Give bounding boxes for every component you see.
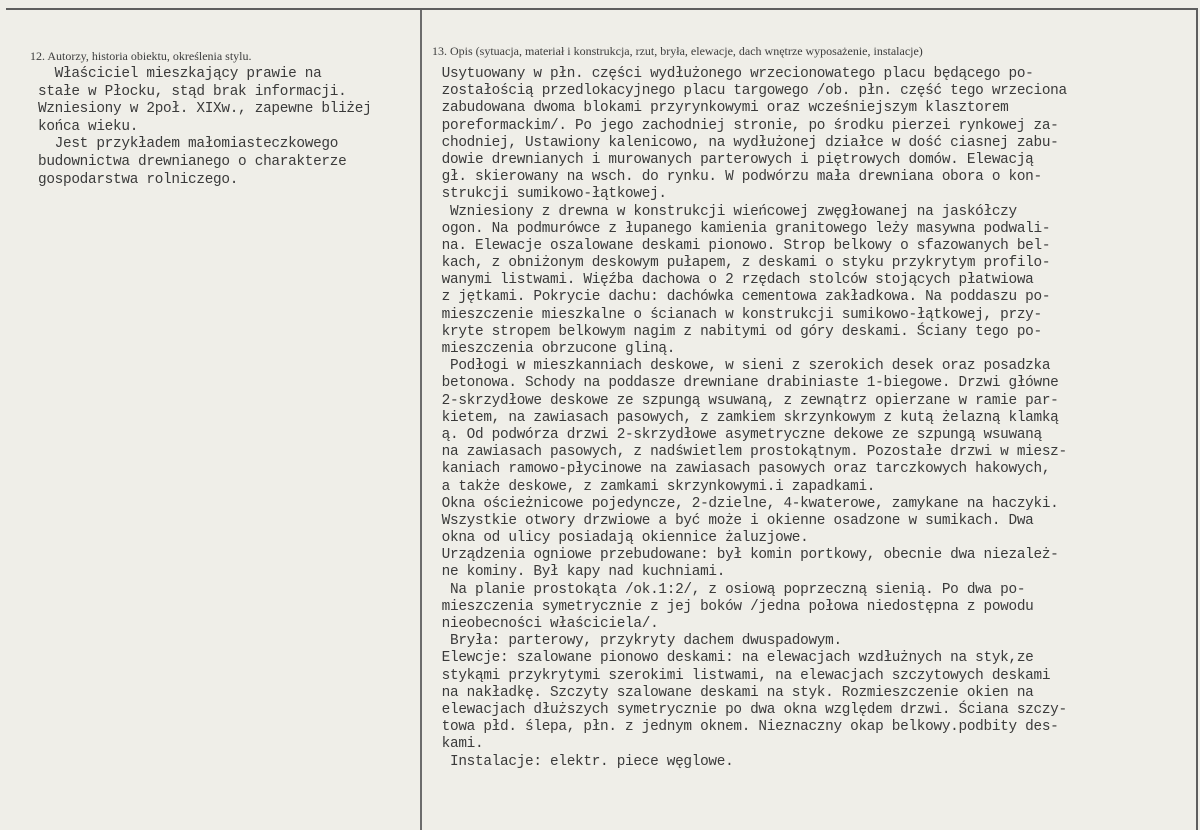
- text-line: dowie drewnianych i murowanych parterowych i piętrowych domów. Elewacją: [425, 151, 1034, 168]
- text-line: chodniej, Ustawiony kalenicowo, na wydłużonej działce w dość ciasnej zabu-: [425, 134, 1059, 151]
- text-line: Wszystkie otwory drzwiowe a być może i okienne osadzone w sumikach. Dwa: [425, 512, 1034, 529]
- text-line: Podłogi w mieszkanniach deskowe, w sieni z szerokich desek oraz posadzka: [425, 358, 1051, 375]
- text-line: Elewcje: szalowane pionowo deskami: na elewacjach wzdłużnych na styk,ze: [425, 650, 1034, 667]
- text-line: okna od ulicy posiadają okiennice żaluzjowe.: [425, 530, 809, 547]
- text-line: kryte stropem belkowym nagim z nabitymi od góry deskami. Ściany tego po-: [425, 323, 1042, 340]
- text-line: Na planie prostokąta /ok.1:2/, z osiową poprzeczną sienią. Po dwa po-: [425, 581, 1026, 598]
- section-12-header: 12. Autorzy, historia obiektu, określenia stylu.: [30, 49, 252, 63]
- text-line: kami.: [425, 736, 484, 753]
- text-line: poreformackim/. Po jego zachodniej stronie, po środku pierzei rynkowej za-: [425, 117, 1059, 134]
- section-13-header: 13. Opis (sytuacja, materiał i konstrukcja, rzut, bryła, elewacje, dach wnętrze wyposażenie, instalacje): [432, 44, 923, 58]
- text-line: kietem, na zawiasach pasowych, z zamkiem skrzynkowym z kutą żelazną klamką: [425, 409, 1059, 426]
- text-line: strukcji sumikowo-łątkowej.: [425, 186, 667, 203]
- text-line: betonowa. Schody na poddasze drewniane drabiniaste 1-biegowe. Drzwi główne: [425, 375, 1059, 392]
- text-line: mieszczenie mieszkalne o ścianach w konstrukcji sumikowo-łątkowej, przy-: [425, 306, 1042, 323]
- text-line: budownictwa drewnianego o charakterze: [38, 153, 347, 170]
- text-line: mieszczenia symetrycznie z jej boków /jedna połowa niedostępna z powodu: [425, 598, 1034, 615]
- text-line: na zawiasach pasowych, z nadświetlem prostokątnym. Pozostałe drzwi w miesz-: [425, 444, 1067, 461]
- text-line: nieobecności właściciela/.: [425, 616, 659, 632]
- text-line: a także deskowe, z zamkami skrzynkowymi.i zapadkami.: [425, 478, 876, 495]
- text-line: Instalacje: elektr. piece węglowe.: [425, 753, 734, 770]
- text-line: towa płd. ślepa, płn. z jednym oknem. Nieznaczny okap belkowy.podbity des-: [425, 719, 1059, 736]
- text-line: Bryła: parterowy, przykryty dachem dwuspadowym.: [425, 633, 842, 650]
- text-line: 2-skrzydłowe deskowe ze szpungą wsuwaną, z zewnątrz opierzane w ramie par-: [425, 392, 1059, 409]
- text-line: Okna ościeżnicowe pojedyncze, 2-dzielne, 4-kwaterowe, zamykane na haczyki.: [425, 495, 1059, 512]
- text-line: Wzniesiony w 2poł. XIXw., zapewne bliżej: [38, 101, 372, 118]
- text-line: Urządzenia ogniowe przebudowane: był komin portkowy, obecnie dwa niezależ-: [425, 547, 1059, 564]
- right-column-text: [425, 66, 1185, 771]
- text-line: ą. Od podwórza drzwi 2-skrzydłowe asymetryczne dekowe ze szpungą wsuwaną: [425, 426, 1042, 443]
- text-line: zabudowana dwoma blokami przyrynkowymi oraz wcześniejszym klasztorem: [425, 100, 1009, 117]
- column-divider: [420, 10, 422, 830]
- text-line: na nakładkę. Szczyty szalowane deskami na styk. Rozmieszczenie okien na: [425, 684, 1034, 701]
- text-line: ogon. Na podmurówce z łupanego kamienia granitowego leży masywna podwali-: [425, 220, 1051, 237]
- text-line: Jest przykładem małomiasteczkowego: [38, 136, 339, 153]
- text-line: stałe w Płocku, stąd brak informacji.: [38, 83, 347, 100]
- text-line: Usytuowany w płn. części wydłużonego wrzecionowatego placu będącego po-: [425, 66, 1034, 82]
- text-line: Wzniesiony z drewna w konstrukcji wieńcowej zwęgłowanej na jaskółczy: [425, 203, 1017, 220]
- text-line: kach, z obniżonym deskowym pułapem, z deskami o styku przykrytym profilo-: [425, 255, 1051, 272]
- right-border: [1196, 8, 1198, 830]
- text-line: gospodarstwa rolniczego.: [38, 171, 239, 188]
- text-line: stykąmi przykrytymi szerokimi listwami, na elewacjach szczytowych deskami: [425, 667, 1051, 684]
- left-column-text: [38, 66, 416, 189]
- text-line: zostałością przedlokacyjnego placu targowego /ob. płn. część tego wrzeciona: [425, 83, 1067, 100]
- text-line: elewacjach dłuższych symetrycznie po dwa okna względem drzwi. Ściana szczy-: [425, 701, 1067, 718]
- text-line: z jętkami. Pokrycie dachu: dachówka cementowa zakładkowa. Na poddaszu po-: [425, 289, 1051, 306]
- text-line: na. Elewacje oszalowane deskami pionowo. Strop belkowy o sfazowanych bel-: [425, 237, 1051, 254]
- text-line: gł. skierowany na wsch. do rynku. W podwórzu mała drewniana obora o kon-: [425, 169, 1042, 186]
- text-line: Właściciel mieszkający prawie na: [38, 66, 322, 82]
- text-line: mieszczenia obrzucone gliną.: [425, 341, 676, 357]
- top-border: [6, 8, 1198, 10]
- text-line: kaniach ramowo-płycinowe na zawiasach pasowych oraz tarczkowych hakowych,: [425, 461, 1051, 478]
- text-line: wanymi listwami. Więźba dachowa o 2 rzędach stolców stojących płatwiowa: [425, 272, 1034, 289]
- text-line: końca wieku.: [38, 118, 139, 135]
- text-line: ne kominy. Był kapy nad kuchniami.: [425, 564, 726, 581]
